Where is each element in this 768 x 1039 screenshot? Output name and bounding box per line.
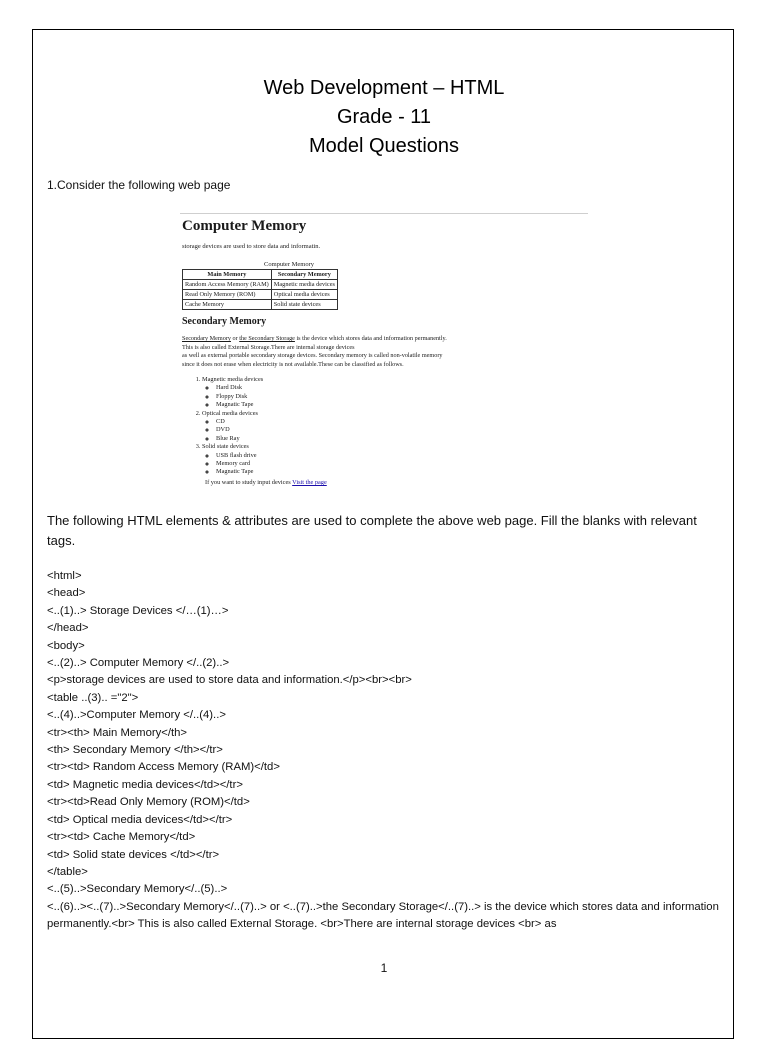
code-line: <..(5)..>Secondary Memory</..(5)..>	[47, 883, 228, 896]
code-listing	[47, 568, 727, 934]
table-header-cell: Secondary Memory	[271, 270, 337, 280]
code-line: <..(6)..><..(7)..>Secondary Memory</..(7)..> or <..(7)..>the Secondary Storage</..(7)..> is the device which stores data and information permanently.<br> This is also called External Storage. <br>There are internal storage devices <br> as	[47, 900, 719, 931]
para-text: This is also called External Storage.There are internal storage devices	[182, 343, 355, 351]
code-line: <td> Solid state devices </td></tr>	[47, 848, 220, 861]
webpage-screenshot	[180, 212, 588, 492]
list-item-label: Optical media devices	[202, 409, 258, 417]
code-line: </head>	[47, 622, 89, 635]
sub-list-item: ◦ CD	[216, 418, 263, 426]
para-text: as well as external portable secondary storage devices. Secondary memory is called non-volatile memory	[182, 352, 443, 359]
sub-list-item: ◦ Magnatic Tape	[216, 468, 263, 476]
table-header-cell: Main Memory	[183, 270, 272, 280]
code-line: <..(4)..>Computer Memory </..(4)..>	[47, 709, 226, 722]
list-item	[202, 410, 263, 444]
memory-table	[182, 269, 338, 310]
para-text: since it does not erase when electricity is not available.These can be classified as follows.	[182, 360, 404, 368]
sub-list-item: ◦ Blue Ray	[216, 435, 263, 443]
para-text: or	[230, 335, 240, 342]
code-line: <table ..(3).. ="2">	[47, 691, 139, 704]
table-caption: Computer Memory	[263, 261, 314, 268]
link-secondary-storage[interactable]: the Secondary Storage	[239, 335, 295, 342]
table-cell: Magnetic media devices	[271, 280, 337, 290]
webpage-heading: Computer Memory	[182, 218, 307, 234]
table-row	[183, 290, 338, 300]
code-line: <html>	[47, 570, 82, 582]
table-cell: Random Access Memory (RAM)	[183, 280, 272, 290]
code-line: <tr><th> Main Memory</th>	[47, 726, 188, 739]
link-secondary-memory[interactable]: Secondary Memory	[182, 335, 231, 342]
sub-list-item: ◦ Floppy Disk	[216, 393, 263, 401]
question-1: 1.Consider the following web page	[47, 178, 231, 192]
list-item-label: Solid state devices	[202, 443, 249, 451]
instructions: The following HTML elements & attributes are used to complete the above web page. Fill the blanks with relevant tags.	[47, 513, 697, 548]
code-line: <td> Optical media devices</td></tr>	[47, 813, 233, 826]
code-line: <tr><td> Random Access Memory (RAM)</td>	[47, 761, 280, 774]
page-number: 1	[380, 961, 388, 975]
table-cell: Solid state devices	[271, 300, 337, 310]
table-cell: Cache Memory	[183, 300, 272, 310]
webpage-paragraph	[182, 335, 582, 369]
code-line: <head>	[47, 587, 86, 600]
code-line: <th> Secondary Memory </th></tr>	[47, 744, 223, 757]
list-item-label: Magnetic media devices	[202, 376, 264, 383]
list-item	[202, 376, 263, 410]
table-cell: Optical media devices	[271, 290, 337, 300]
footer-text: If you want to study input devices	[205, 479, 293, 486]
sub-list	[202, 418, 263, 443]
visit-page-link[interactable]: Visit the page	[292, 479, 327, 486]
sub-list-item: ◦ Magnatic Tape	[216, 401, 263, 409]
code-line: <p>storage devices are used to store data and information.</p><br><br>	[47, 674, 412, 687]
code-line: </table>	[47, 865, 88, 878]
sub-list-item: ◦ Memory card	[216, 460, 263, 468]
code-line: <body>	[47, 639, 85, 652]
table-header-row	[183, 270, 338, 280]
document-title	[0, 74, 768, 161]
table-cell: Read Only Memory (ROM)	[183, 290, 272, 300]
webpage-footer	[205, 479, 327, 486]
webpage-subheading: Secondary Memory	[182, 316, 267, 327]
grade-line: Grade - 11	[336, 106, 432, 128]
code-line: <..(1)..> Storage Devices </…(1)…>	[47, 604, 229, 617]
table-row	[183, 280, 338, 290]
sub-list-item: ◦ DVD	[216, 426, 263, 434]
table-row	[183, 300, 338, 310]
sub-list	[202, 384, 263, 409]
device-list	[192, 376, 263, 477]
sub-list-item: ◦ USB flash drive	[216, 452, 263, 460]
code-line: <td> Magnetic media devices</td></tr>	[47, 778, 243, 791]
code-line: <..(2)..> Computer Memory </..(2)..>	[47, 657, 230, 670]
list-item	[202, 443, 263, 477]
code-line: <tr><td>Read Only Memory (ROM)</td>	[47, 796, 250, 809]
title-line: Web Development – HTML	[263, 77, 505, 99]
para-text: is the device which stores data and information permanently.	[294, 335, 447, 342]
code-line: <tr><td> Cache Memory</td>	[47, 831, 196, 844]
webpage-intro: storage devices are used to store data and informatin.	[182, 243, 321, 250]
subtitle-line: Model Questions	[308, 135, 460, 157]
sub-list-item: ◦ Hard Disk	[216, 384, 263, 392]
sub-list	[202, 452, 263, 477]
divider	[180, 213, 588, 214]
